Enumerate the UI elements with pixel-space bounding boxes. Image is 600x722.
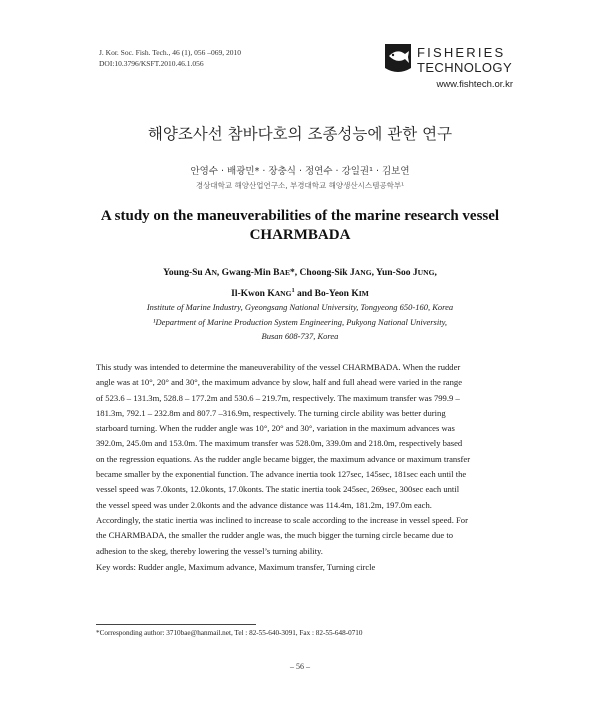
journal-citation: J. Kor. Soc. Fish. Tech., 46 (1), 056 –069, 2010: [99, 48, 242, 57]
english-title-line-2: CHARMBADA: [249, 227, 351, 243]
korean-authors: 안영수 · 배광민* · 장충식 · 정연수 · 강일권¹ · 김보연: [190, 166, 410, 177]
abstract-line: 392.0m, 245.0m and 153.0m. The maximum transfer was 528.0m, 339.0m and 218.0m, respectively based: [96, 438, 463, 449]
abstract-line: the CHARMBADA, the smaller the rudder angle was, the much bigger the turning circle became due to: [96, 530, 454, 541]
keywords: Key words: Rudder angle, Maximum advance, Maximum transfer, Turning circle: [96, 562, 376, 572]
journal-logo: [383, 42, 513, 98]
abstract-line: This study was intended to determine the maneuverability of the vessel CHARMBADA. When the rudder: [96, 362, 461, 372]
english-title: [0, 207, 600, 245]
page-number: – 56 –: [290, 662, 310, 671]
abstract-line: on the regression equations. As the rudder angle became bigger, the maximum advance or maximum transfer: [96, 453, 471, 464]
journal-citation-block: [99, 47, 241, 69]
logo-text-technology: TECHNOLOGY: [417, 60, 513, 75]
korean-title: 해양조사선 참바다호의 조종성능에 관한 연구: [147, 125, 453, 143]
affiliation-line-2: ¹Department of Marine Production System Engineering, Pukyong National University,: [152, 316, 448, 327]
english-title-line-1: A study on the maneuverabilities of the marine research vessel: [100, 208, 500, 224]
abstract-line: angle was at 10°, 20° and 30°, the maximum advance by slow, half and full ahead were varied in the range: [96, 377, 463, 388]
abstract-line: Accordingly, the static inertia was inclined to increase to scale according to the increase in vessel speed. For: [96, 514, 468, 525]
abstract-line: became smaller by the exponential function. The advance inertia took 127sec, 145sec, 181sec each until the: [96, 469, 467, 480]
doi: DOI:10.3796/KSFT.2010.46.1.056: [99, 59, 204, 68]
korean-affiliation: 경상대학교 해양산업연구소, 부경대학교 해양생산시스템공학부¹: [195, 181, 405, 190]
journal-url[interactable]: www.fishtech.or.kr: [436, 79, 513, 90]
english-authors: [0, 264, 600, 303]
english-affiliation: [0, 300, 600, 344]
abstract-line: starboard turning. When the rudder angle was 10°, 20° and 30°, variation in the maximum advances was: [96, 423, 455, 434]
abstract-line: of 523.6 – 131.3m, 528.8 – 177.2m and 530.6 – 219.7m, respectively. The maximum transfer was 799.9 –: [96, 392, 460, 403]
abstract-line: 181.3m, 792.1 – 232.8m and 807.7 –316.9m, respectively. The turning circle ability was better during: [96, 407, 446, 418]
abstract-line: the vessel speed was under 2.0konts and the advance distance was 114.4m, 181.2m, 197.0m each.: [96, 499, 432, 510]
english-authors-line-2: Il-Kwon KANG$^1$ and Bo-Yeon KIM: [231, 288, 369, 300]
affiliation-line-3: Busan 608-737, Korea: [261, 331, 339, 341]
corresponding-author-footnote: *Corresponding author: 3710bae@hanmail.net, Tel : 82-55-640-3091, Fax : 82-55-648-0710: [96, 629, 363, 637]
logo-text-fisheries: FISHERIES: [417, 45, 506, 60]
abstract-line: vessel speed was 7.0konts, 12.0konts, 17.0konts. The static inertia took 245sec, 269sec, 300sec each until: [96, 484, 460, 495]
english-authors-line-1: Young-Su AN, Gwang-Min BAE*, Choong-Sik JANG, Yun-Soo JUNG,: [163, 268, 437, 278]
abstract-line: adhesion to the skeg, thereby lowering the vessel’s turning ability.: [96, 545, 323, 556]
abstract: [96, 360, 507, 559]
affiliation-line-1: Institute of Marine Industry, Gyeongsang National University, Tongyeong 650-160, Korea: [146, 302, 454, 312]
fish-logo-icon: [383, 42, 413, 76]
footnote-divider: [96, 624, 256, 625]
